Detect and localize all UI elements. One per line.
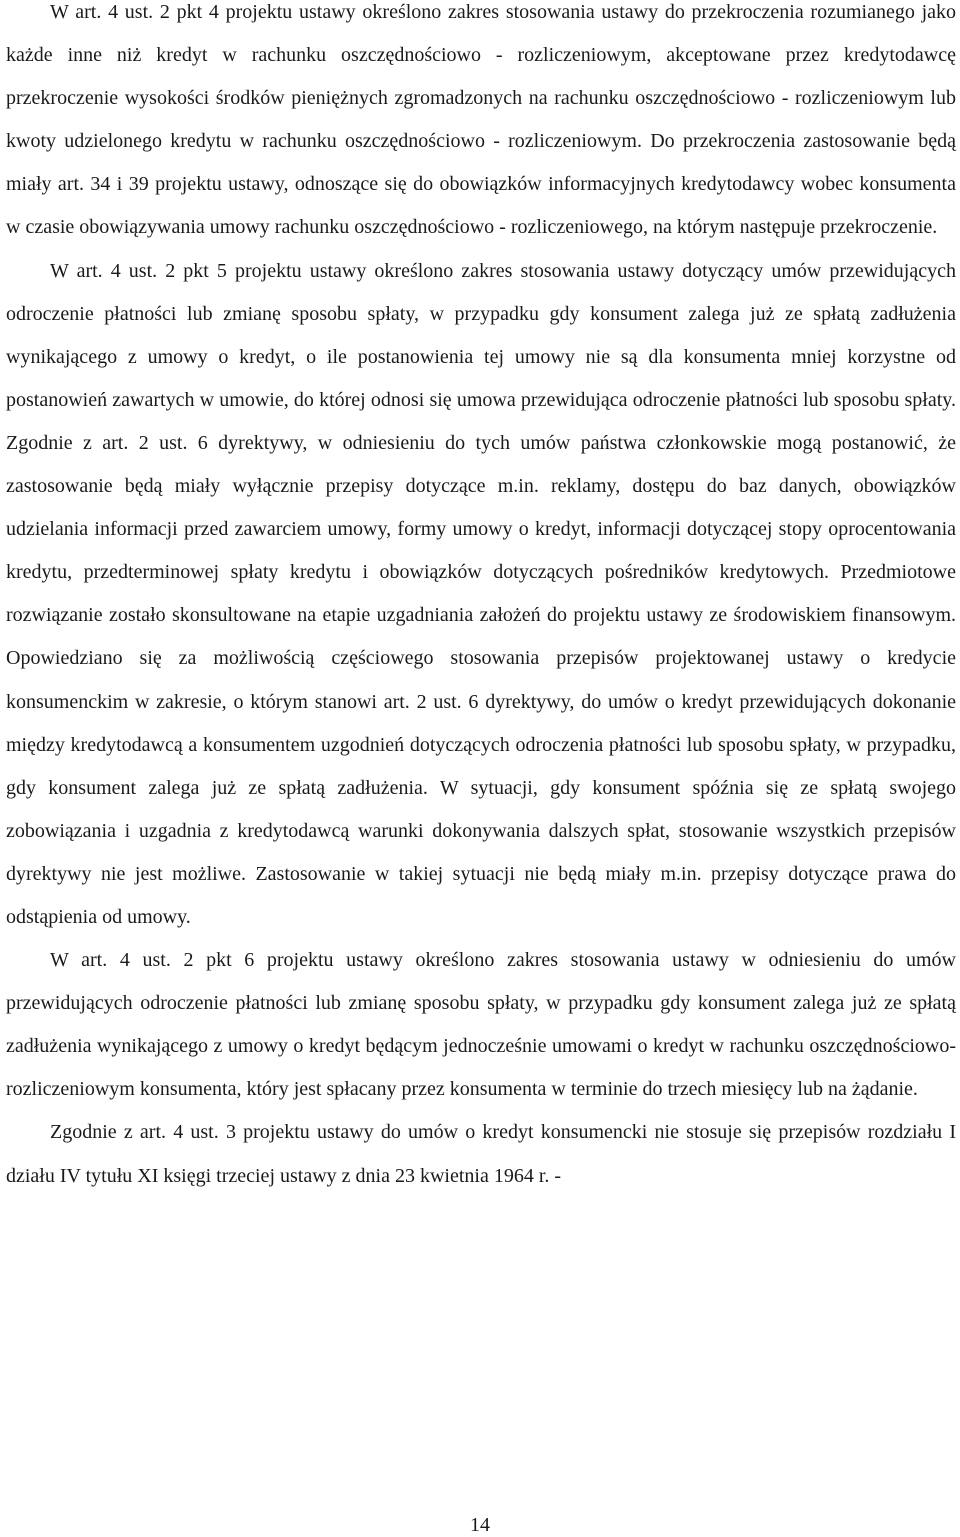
paragraph-art-4-ust-3: Zgodnie z art. 4 ust. 3 projektu ustawy do umów o kredyt konsumencki nie stosuje się przepisów rozdziału I działu IV tytułu XI księgi trzeciej ustawy z dnia 23 kwietnia 1964 r. -	[6, 1121, 956, 1187]
paragraph-art-4-pkt-6: W art. 4 ust. 2 pkt 6 projektu ustawy określono zakres stosowania ustawy w odniesieniu do umów przewidujących odroczenie płatności lub zmianę sposobu spłaty, w przypadku gdy konsument zalega już ze spłatą zadłużenia wynikającego z umowy o kredyt będącym jednocześnie umowami o kredyt w rachunku oszczędnościowo-rozliczeniowym konsumenta, który jest spłacany przez konsumenta w terminie do trzech miesięcy lub na żądanie.	[6, 949, 956, 1101]
paragraph-art-4-pkt-5: W art. 4 ust. 2 pkt 5 projektu ustawy określono zakres stosowania ustawy dotyczący umów przewidujących odroczenie płatności lub zmianę sposobu spłaty, w przypadku gdy konsument zalega już ze spłatą zadłużenia wynikającego z umowy o kredyt, o ile postanowienia tej umowy nie są dla konsumenta mniej korzystne od postanowień zawartych w umowie, do której odnosi się umowa przewidująca odroczenie płatności lub sposobu spłaty. Zgodnie z art. 2 ust. 6 dyrektywy, w odniesieniu do tych umów państwa członkowskie mogą postanowić, że zastosowanie będą miały wyłącznie przepisy dotyczące m.in. reklamy, dostępu do baz danych, obowiązków udzielania informacji przed zawarciem umowy, formy umowy o kredyt, informacji dotyczącej stopy oprocentowania kredytu, przedterminowej spłaty kredytu i obowiązków dotyczących pośredników kredytowych. Przedmiotowe rozwiązanie zostało skonsultowane na etapie uzgadniania założeń do projektu ustawy ze środowiskiem finansowym. Opowiedziano się za możliwością częściowego stosowania przepisów projektowanej ustawy o kredycie konsumenckim w zakresie, o którym stanowi art. 2 ust. 6 dyrektywy, do umów o kredyt przewidujących dokonanie między kredytodawcą a konsumentem uzgodnień dotyczących odroczenia płatności lub sposobu spłaty, w przypadku, gdy konsument zalega już ze spłatą zadłużenia. W sytuacji, gdy konsument spóźnia się ze spłatą swojego zobowiązania i uzgadnia z kredytodawcą warunki dokonywania dalszych spłat, stosowanie wszystkich przepisów dyrektywy nie jest możliwe. Zastosowanie w takiej sytuacji nie będą miały m.in. przepisy dotyczące prawa do odstąpienia od umowy.	[6, 259, 956, 928]
page-number: 14	[470, 1514, 490, 1536]
paragraph-art-4-pkt-4: W art. 4 ust. 2 pkt 4 projektu ustawy określono zakres stosowania ustawy do przekroczenia rozumianego jako każde inne niż kredyt w rachunku oszczędnościowo - rozliczeniowym, akceptowane przez kredytodawcę przekroczenie wysokości środków pieniężnych zgromadzonych na rachunku oszczędnościowo - rozliczeniowym lub kwoty udzielonego kredytu w rachunku oszczędnościowo - rozliczeniowym. Do przekroczenia zastosowanie będą miały art. 34 i 39 projektu ustawy, odnoszące się do obowiązków informacyjnych kredytodawcy wobec konsumenta w czasie obowiązywania umowy rachunku oszczędnościowo - rozliczeniowego, na którym następuje przekroczenie.	[6, 1, 956, 239]
document-body	[6, 0, 956, 1198]
